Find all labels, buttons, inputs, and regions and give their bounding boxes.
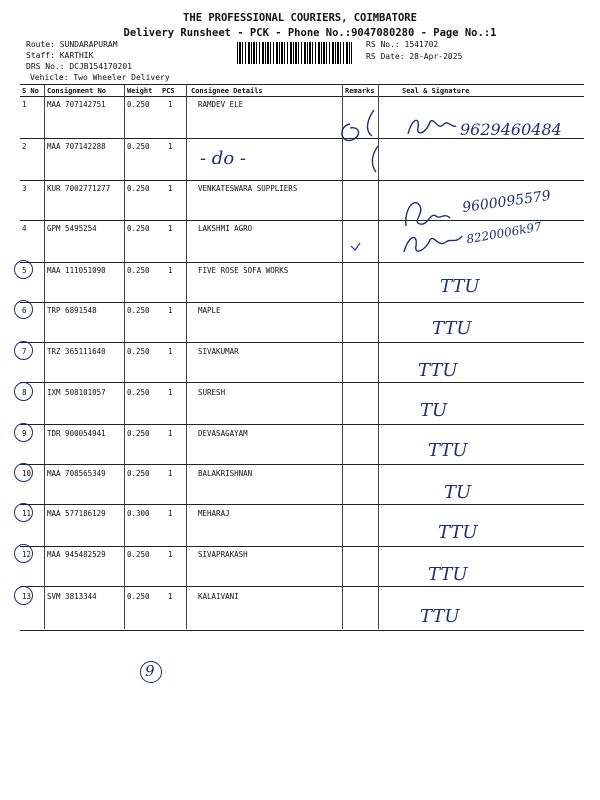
row-pcs: 1 (168, 592, 173, 601)
drs-label: DRS No.: DCJB154170201 (26, 62, 132, 71)
tu-signature: TTU (428, 564, 468, 585)
row-consignment: KUR 7002771277 (47, 184, 111, 193)
row-consignee: RAMDEV ELE (198, 100, 244, 109)
row-weight: 0.250 (127, 592, 150, 601)
staff-label: Staff: KARTHIK (26, 51, 94, 60)
row-weight: 0.250 (127, 429, 150, 438)
row-weight: 0.300 (127, 509, 150, 518)
row-pcs: 1 (168, 306, 173, 315)
vehicle-label: Vehicle: Two Wheeler Delivery (30, 73, 170, 82)
tu-signature: TTU (438, 522, 478, 543)
row-rule (20, 262, 584, 263)
header-consignee: Consignee Details (191, 87, 263, 95)
ink-circle-mark (14, 260, 33, 279)
row-pcs: 1 (168, 429, 173, 438)
runsheet-subtitle: Delivery Runsheet - PCK - Phone No.:9047080280 - Page No.:1 (123, 27, 497, 39)
ink-circle-mark (14, 300, 33, 319)
row-sno: 10 (22, 469, 32, 478)
row-pcs: 1 (168, 100, 173, 109)
row-sno: 12 (22, 550, 32, 559)
row-consignee: MAPLE (198, 306, 221, 315)
row-rule (20, 424, 584, 425)
row-pcs: 1 (168, 388, 173, 397)
tu-signature: TTU (440, 276, 480, 297)
row-consignment: MAA 577186129 (47, 509, 106, 518)
row-weight: 0.250 (127, 224, 150, 233)
signature-row-3-4 (400, 192, 466, 262)
row-pcs: 1 (168, 184, 173, 193)
phone-handwriting-1: 9629460484 (460, 120, 562, 139)
row-weight: 0.250 (127, 306, 150, 315)
tu-signature: TU (420, 400, 448, 421)
row-consignment: MAA 111051090 (47, 266, 106, 275)
row-rule (20, 630, 584, 631)
row-weight: 0.250 (127, 184, 150, 193)
row-sno: 8 (22, 388, 27, 397)
row-sno: 13 (22, 592, 32, 601)
tu-signature: TTU (418, 360, 458, 381)
phone-handwriting-3: 8220006k97 (465, 219, 543, 247)
row-consignment: MAA 708565349 (47, 469, 106, 478)
row-weight: 0.250 (127, 388, 150, 397)
row-weight: 0.250 (127, 142, 150, 151)
row-pcs: 1 (168, 550, 173, 559)
row-sno: 6 (22, 306, 27, 315)
row-rule (20, 504, 584, 505)
row-rule (20, 586, 584, 587)
row-rule (20, 546, 584, 547)
row-consignment: TDR 900054941 (47, 429, 106, 438)
row-pcs: 1 (168, 469, 173, 478)
row-consignment: IXM 508101057 (47, 388, 106, 397)
column-divider (186, 84, 187, 629)
row-consignee: SIVAPRAKASH (198, 550, 248, 559)
column-divider (44, 84, 45, 629)
row-consignment: MAA 707142751 (47, 100, 106, 109)
row-weight: 0.250 (127, 100, 150, 109)
column-divider (124, 84, 125, 629)
tu-signature: TTU (420, 606, 460, 627)
rs-date: RS Date: 28-Apr-2025 (366, 52, 463, 61)
ink-circle-mark (14, 382, 33, 401)
row-consignee: LAKSHMI AGRO (198, 224, 253, 233)
header-weight: Weight (127, 87, 153, 95)
row-weight: 0.250 (127, 347, 150, 356)
row-consignee: SIVAKUMAR (198, 347, 239, 356)
row-weight: 0.250 (127, 550, 150, 559)
row-consignee: FIVE ROSE SOFA WORKS (198, 266, 289, 275)
row-consignment: GPM 5495254 (47, 224, 97, 233)
row-rule (20, 464, 584, 465)
row-consignment: TRP 6891548 (47, 306, 97, 315)
row-pcs: 1 (168, 347, 173, 356)
ink-circle-mark (14, 341, 33, 360)
row-pcs: 1 (168, 509, 173, 518)
row-consignment: MAA 707142288 (47, 142, 106, 151)
row-sno: 5 (22, 266, 27, 275)
barcode-image (237, 42, 352, 64)
remarks-tick-mark (349, 240, 363, 254)
ditto-handwriting: - do - (200, 148, 246, 169)
ink-circle-mark (14, 544, 33, 563)
header-remarks: Remarks (345, 87, 375, 95)
row-rule (20, 180, 584, 181)
row-sno: 3 (22, 184, 27, 193)
circled-count-handwriting: 9 (145, 662, 155, 680)
row-consignee: VENKATESWARA SUPPLIERS (198, 184, 298, 193)
row-sno: 1 (22, 100, 27, 109)
row-pcs: 1 (168, 142, 173, 151)
ink-circle-mark (14, 586, 33, 605)
row-rule (20, 342, 584, 343)
row-sno: 7 (22, 347, 27, 356)
header-consignment: Consignment No (47, 87, 107, 95)
row-weight: 0.250 (127, 266, 150, 275)
row-consignment: SVM 3813344 (47, 592, 97, 601)
row-consignee: SURESH (198, 388, 226, 397)
row-consignee: MEHARAJ (198, 509, 230, 518)
tu-signature: TTU (432, 318, 472, 339)
rs-number: RS No.: 1541702 (366, 40, 439, 49)
row-consignee: KALAIVANI (198, 592, 239, 601)
row-rule (20, 302, 584, 303)
header-seal: Seal & Signature (402, 87, 470, 95)
row-consignment: TRZ 365111640 (47, 347, 106, 356)
tu-signature: TTU (428, 440, 468, 461)
ink-circle-mark (14, 423, 33, 442)
ink-circle-mark (14, 463, 33, 482)
tu-signature: TU (444, 482, 472, 503)
table-header-rule (20, 96, 584, 97)
row-sno: 9 (22, 429, 27, 438)
route-label: Route: SUNDARAPURAM (26, 40, 118, 49)
signature-row-1 (404, 114, 458, 140)
row-sno: 2 (22, 142, 27, 151)
row-consignee: DEVASAGAYAM (198, 429, 248, 438)
row-consignment: MAA 945482529 (47, 550, 106, 559)
row-pcs: 1 (168, 266, 173, 275)
company-title: THE PROFESSIONAL COURIERS, COIMBATORE (183, 12, 417, 24)
row-rule (20, 220, 584, 221)
phone-handwriting-2: 9600095579 (461, 187, 552, 217)
header-sno: S No (22, 87, 39, 95)
row-pcs: 1 (168, 224, 173, 233)
row-rule (20, 382, 584, 383)
header-pcs: PCS (162, 87, 175, 95)
row-sno: 4 (22, 224, 27, 233)
remarks-scribble (334, 106, 384, 176)
ink-circle-mark (14, 503, 33, 522)
row-weight: 0.250 (127, 469, 150, 478)
row-consignee: BALAKRISHNAN (198, 469, 253, 478)
row-sno: 11 (22, 509, 32, 518)
table-top-rule (20, 84, 584, 85)
